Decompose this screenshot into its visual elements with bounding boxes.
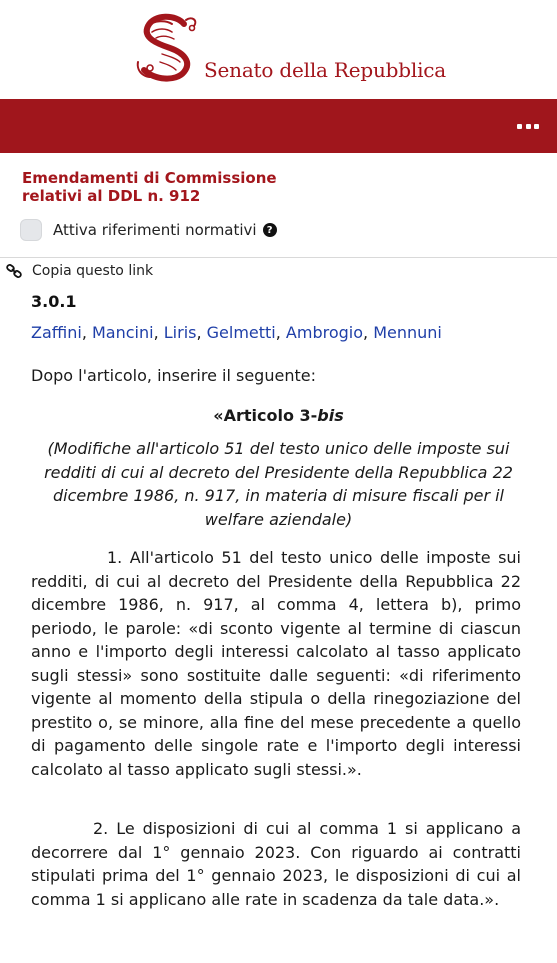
article-title-prefix: «Articolo 3- <box>213 406 318 425</box>
author-link[interactable]: Gelmetti <box>206 323 276 342</box>
author-link[interactable]: Mancini <box>92 323 154 342</box>
references-toggle-label[interactable]: Attiva riferimenti normativi <box>53 221 257 239</box>
question-circle-icon[interactable]: ? <box>263 223 277 237</box>
page-title <box>22 169 277 205</box>
author-separator: , <box>363 323 374 342</box>
author-separator: , <box>153 323 164 342</box>
brand-name[interactable]: Senato della Repubblica <box>204 58 446 82</box>
menu-button[interactable] <box>517 119 539 133</box>
amendment-intro: Dopo l'articolo, inserire il seguente: <box>31 366 316 385</box>
page-title-line-2: relativi al DDL n. 912 <box>22 187 201 205</box>
author-separator: , <box>275 323 286 342</box>
site-header <box>0 0 557 99</box>
copy-link[interactable] <box>6 263 153 279</box>
references-toggle-row <box>20 217 277 243</box>
author-separator: , <box>196 323 207 342</box>
author-link[interactable]: Mennuni <box>373 323 442 342</box>
copy-link-label: Copia questo link <box>32 263 154 279</box>
article-paragraph-2: 2. Le disposizioni di cui al comma 1 si applicano a decorrere dal 1° gennaio 2023. Con riguardo ai contratti stipulati prima del 1° gennaio 2023, le disposizioni di cui al comma 1 si applicano alle rate in scadenza da tale data.». <box>31 819 521 909</box>
author-separator: , <box>81 323 92 342</box>
more-dots-icon <box>534 124 539 129</box>
more-dots-icon <box>517 124 522 129</box>
link-icon <box>6 264 22 278</box>
top-bar <box>0 99 557 153</box>
amendment-code: 3.0.1 <box>31 292 77 311</box>
author-link[interactable]: Ambrogio <box>285 323 364 342</box>
author-link[interactable]: Zaffini <box>31 323 82 342</box>
more-dots-icon <box>526 124 531 129</box>
article-title <box>0 406 557 425</box>
article-paragraph-1: 1. All'articolo 51 del testo unico delle imposte sui redditi, di cui al decreto del Presidente della Repubblica 22 dicembre 1986, n. 917, al comma 4, lettera b), primo periodo, le parole: «di sconto vigente al termine di ciascun anno e l'importo degli interessi calcolato al tasso applicato sugli stessi» sono sostituite dalle seguenti: «di riferimento vigente al momento della stipula o della rinegoziazione del prestito o, se minore, alla fine del mese precedente a quello di pagamento delle singole rate e l'importo degli interessi calcolato al tasso applicato sugli stessi.». <box>31 548 521 779</box>
article-subtitle: (Modifiche all'articolo 51 del testo unico delle imposte sui redditi di cui al decreto del Presidente della Repubblica 22 dicembre 1986, n. 917, in materia di misure fiscali per il welfare aziendale) <box>44 439 513 529</box>
article-title-suffix: bis <box>317 406 344 425</box>
page-title-line-1: Emendamenti di Commissione <box>22 169 277 187</box>
author-link[interactable]: Liris <box>163 323 197 342</box>
divider <box>0 257 557 258</box>
senato-logo-icon[interactable] <box>132 10 206 84</box>
authors-list <box>31 323 442 342</box>
references-checkbox[interactable] <box>20 219 42 241</box>
